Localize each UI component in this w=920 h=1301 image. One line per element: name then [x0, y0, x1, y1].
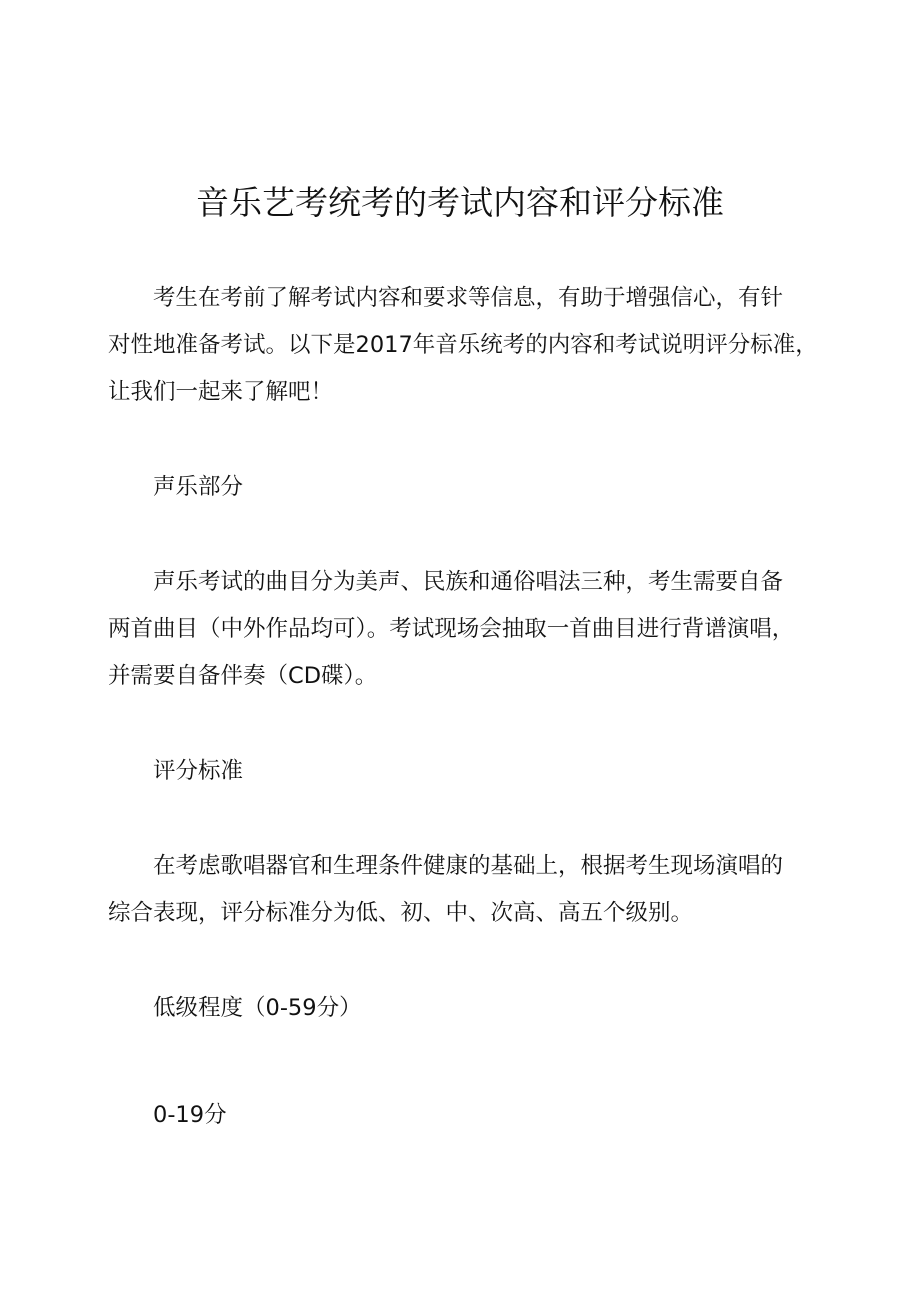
range-low-heading: 0-19分 — [153, 1102, 227, 1128]
intro-line-1: 考生在考前了解考试内容和要求等信息，有助于增强信心，有针 — [153, 285, 784, 311]
vocal-line-3: 并需要自备伴奏（CD碟）。 — [108, 663, 378, 689]
section-heading-vocal: 声乐部分 — [153, 474, 244, 500]
intro-line-3: 让我们一起来了解吧！ — [108, 379, 334, 405]
level-low-heading: 低级程度（0-59分） — [153, 995, 362, 1021]
document-title: 音乐艺考统考的考试内容和评分标准 — [196, 183, 724, 222]
section-heading-scoring: 评分标准 — [153, 758, 244, 784]
scoring-line-1: 在考虑歌唱器官和生理条件健康的基础上，根据考生现场演唱的 — [153, 853, 784, 879]
intro-line-2: 对性地准备考试。以下是2017年音乐统考的内容和考试说明评分标准， — [108, 332, 818, 358]
scoring-line-2: 综合表现，评分标准分为低、初、中、次高、高五个级别。 — [108, 900, 694, 926]
vocal-line-2: 两首曲目（中外作品均可）。考试现场会抽取一首曲目进行背谱演唱， — [108, 616, 795, 642]
vocal-line-1: 声乐考试的曲目分为美声、民族和通俗唱法三种，考生需要自备 — [153, 569, 784, 595]
